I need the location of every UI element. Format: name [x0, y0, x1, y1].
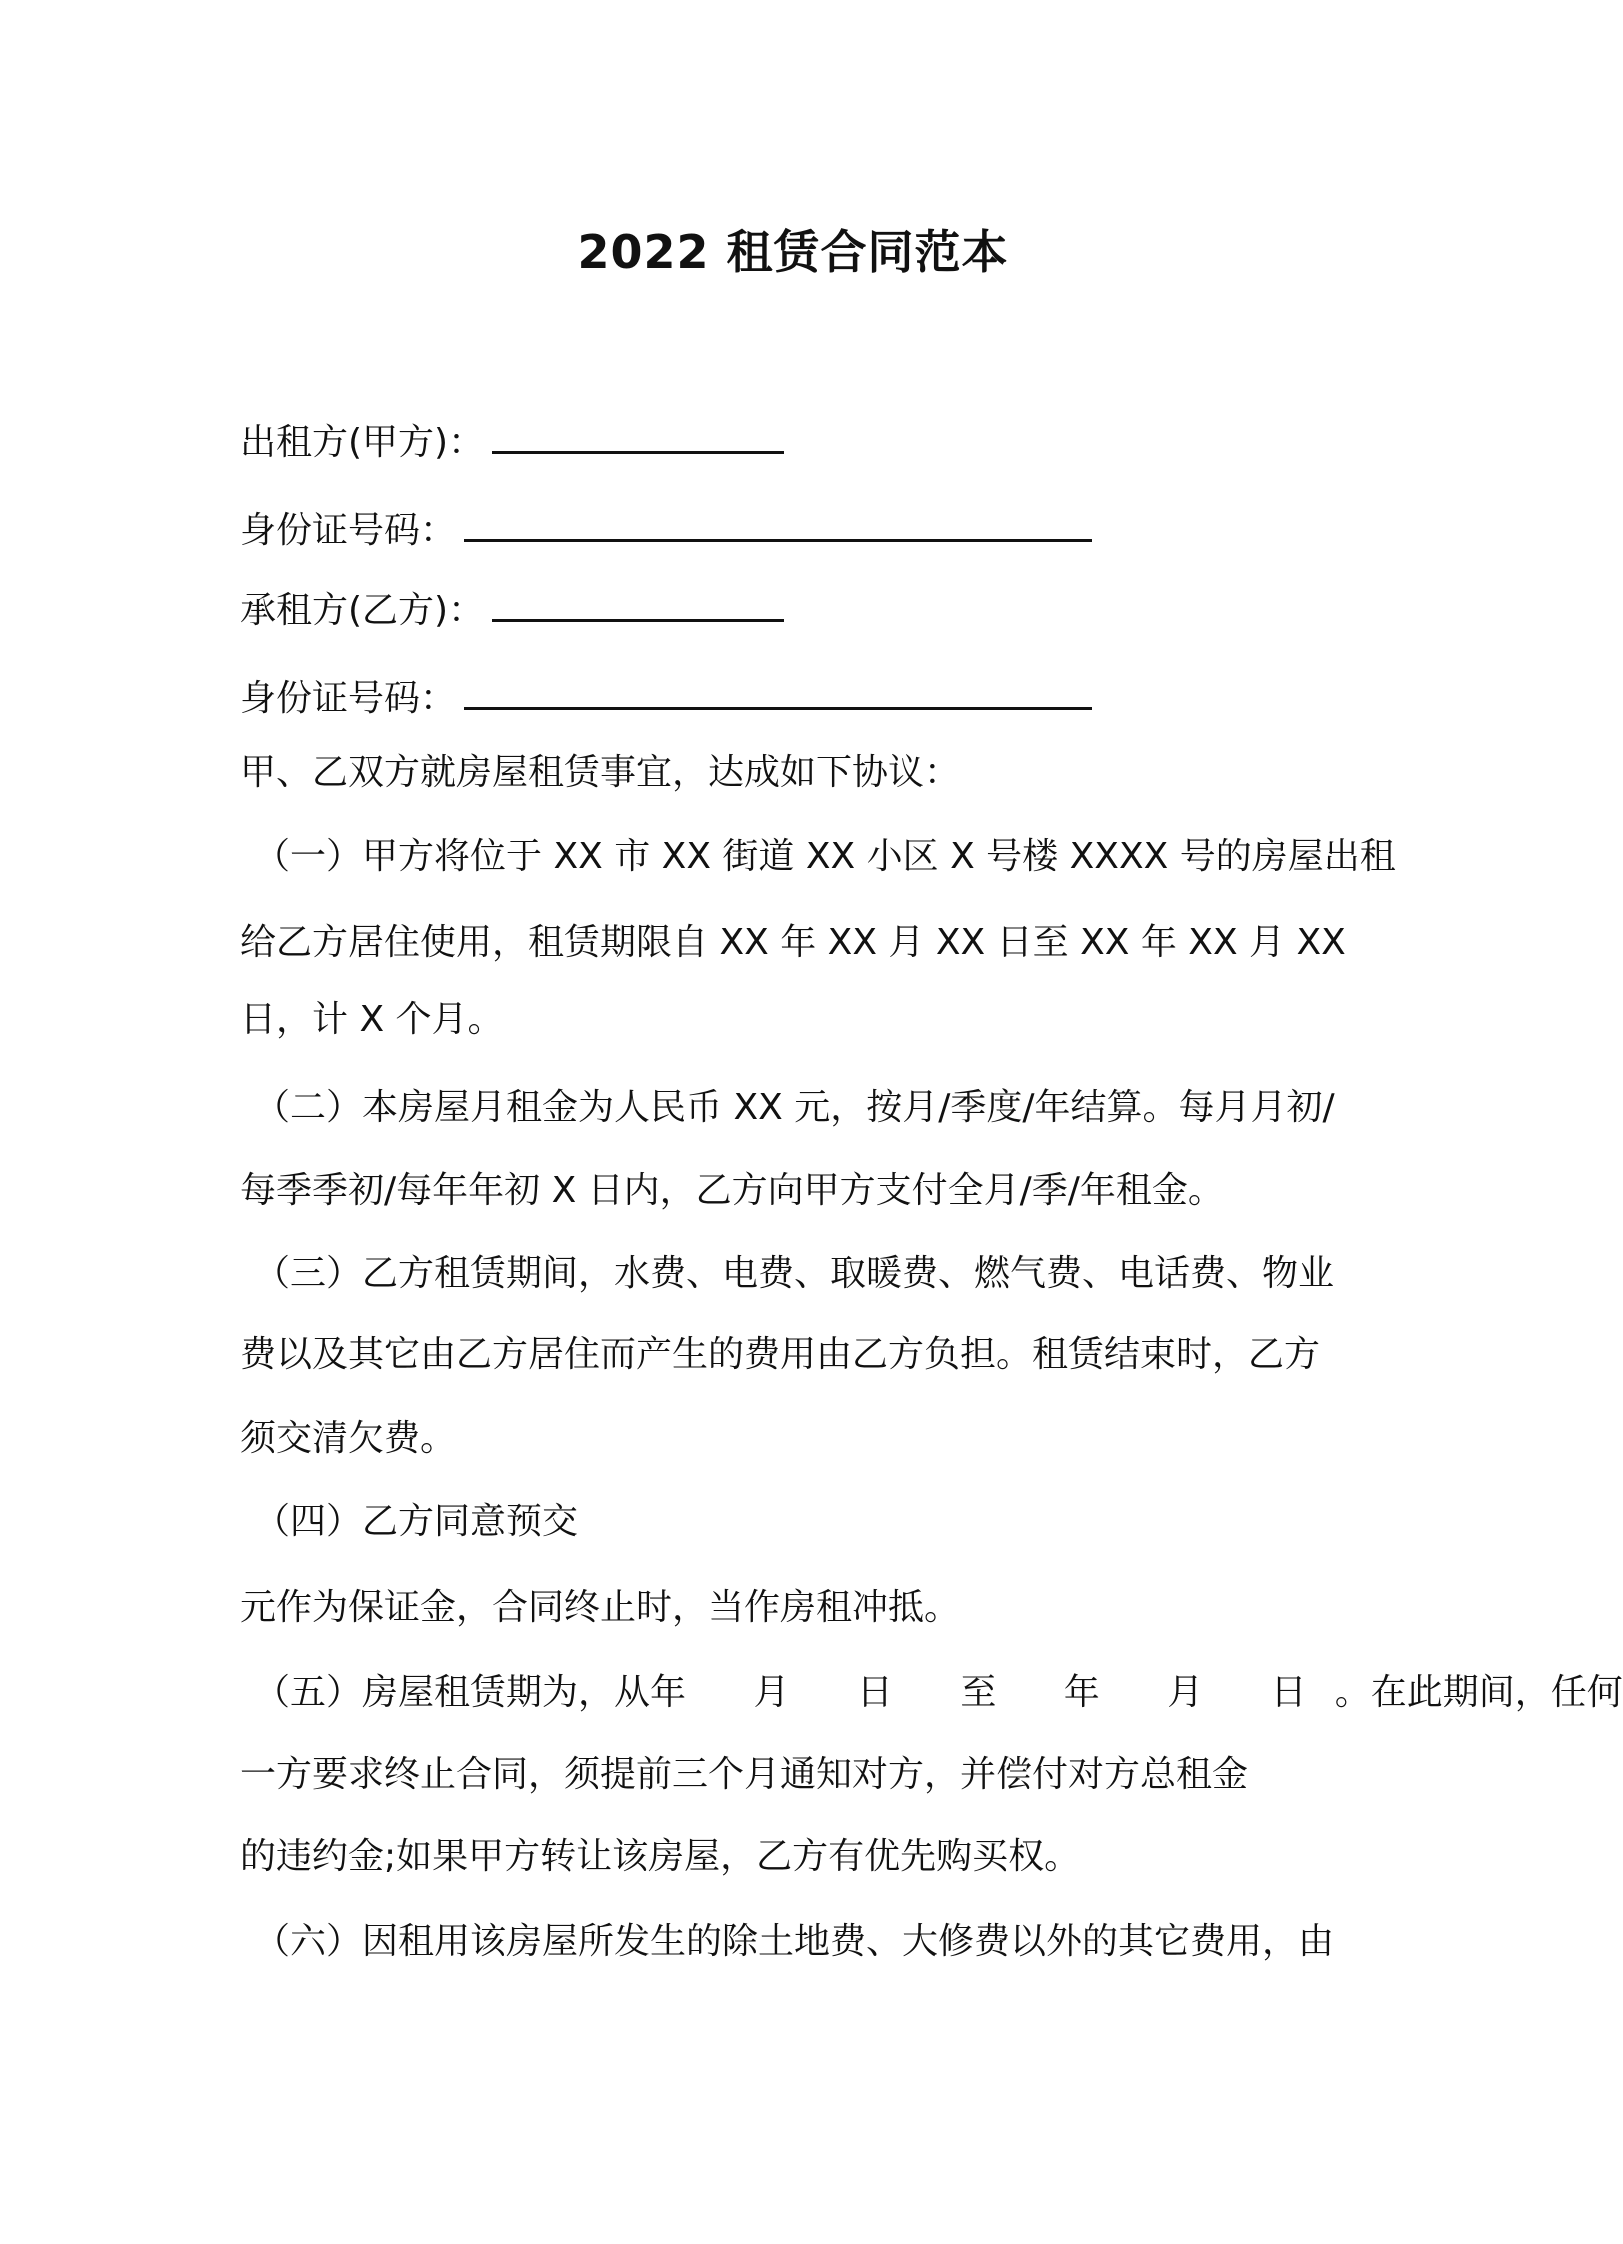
clause-5-part-c: 。在此期间，任何	[1334, 1672, 1623, 1713]
clause-3-line-1: （三）乙方租赁期间，水费、电费、取暖费、燃气费、电话费、物业	[254, 1253, 1335, 1294]
clause-5-line-2: 一方要求终止合同，须提前三个月通知对方，并偿付对方总租金	[240, 1754, 1249, 1795]
lessor-id-blank[interactable]	[464, 503, 1092, 542]
lessee-id-field	[240, 671, 1092, 724]
lessee-id-label: 身份证号码：	[240, 678, 457, 719]
clause-3-line-3: 须交清欠费。	[240, 1418, 457, 1459]
lessee-field	[240, 583, 784, 636]
lessor-blank[interactable]	[492, 415, 784, 454]
clause-6-line-1: （六）因租用该房屋所发生的除土地费、大修费以外的其它费用，由	[254, 1921, 1335, 1962]
lessor-id-field	[240, 503, 1092, 556]
clause-1-line-1: （一）甲方将位于 XX 市 XX 街道 XX 小区 X 号楼 XXXX 号的房屋出租	[254, 836, 1396, 877]
lessee-id-blank[interactable]	[464, 671, 1092, 710]
lessee-blank[interactable]	[492, 583, 784, 622]
clause-4-line-2: 元作为保证金，合同终止时，当作房租冲抵。	[240, 1587, 961, 1628]
lessor-label: 出租方(甲方)：	[240, 422, 485, 463]
clause-5-line-1	[254, 1668, 1623, 1718]
lessor-id-label: 身份证号码：	[240, 510, 457, 551]
lessee-label: 承租方(乙方)：	[240, 590, 485, 631]
clause-4-line-1: （四）乙方同意预交	[254, 1501, 579, 1542]
document-title: 2022 租赁合同范本	[577, 225, 1009, 279]
clause-5-date-range: 年 月 日 至 年 月 日	[650, 1672, 1335, 1713]
clause-3-line-2: 费以及其它由乙方居住而产生的费用由乙方负担。租赁结束时，乙方	[240, 1334, 1321, 1375]
clause-5-line-3: 的违约金;如果甲方转让该房屋，乙方有优先购买权。	[240, 1836, 1081, 1877]
clause-5-part-a: （五）房屋租赁期为，从	[254, 1672, 651, 1713]
clause-1-line-2: 给乙方居住使用，租赁期限自 XX 年 XX 月 XX 日至 XX 年 XX 月 XX	[240, 922, 1346, 963]
intro-text: 甲、乙双方就房屋租赁事宜，达成如下协议：	[240, 752, 961, 793]
clause-2-line-2: 每季季初/每年年初 X 日内，乙方向甲方支付全月/季/年租金。	[240, 1170, 1224, 1211]
clause-2-line-1: （二）本房屋月租金为人民币 XX 元，按月/季度/年结算。每月月初/	[254, 1087, 1335, 1128]
clause-1-line-3: 日，计 X 个月。	[240, 999, 504, 1040]
lessor-field	[240, 415, 784, 468]
